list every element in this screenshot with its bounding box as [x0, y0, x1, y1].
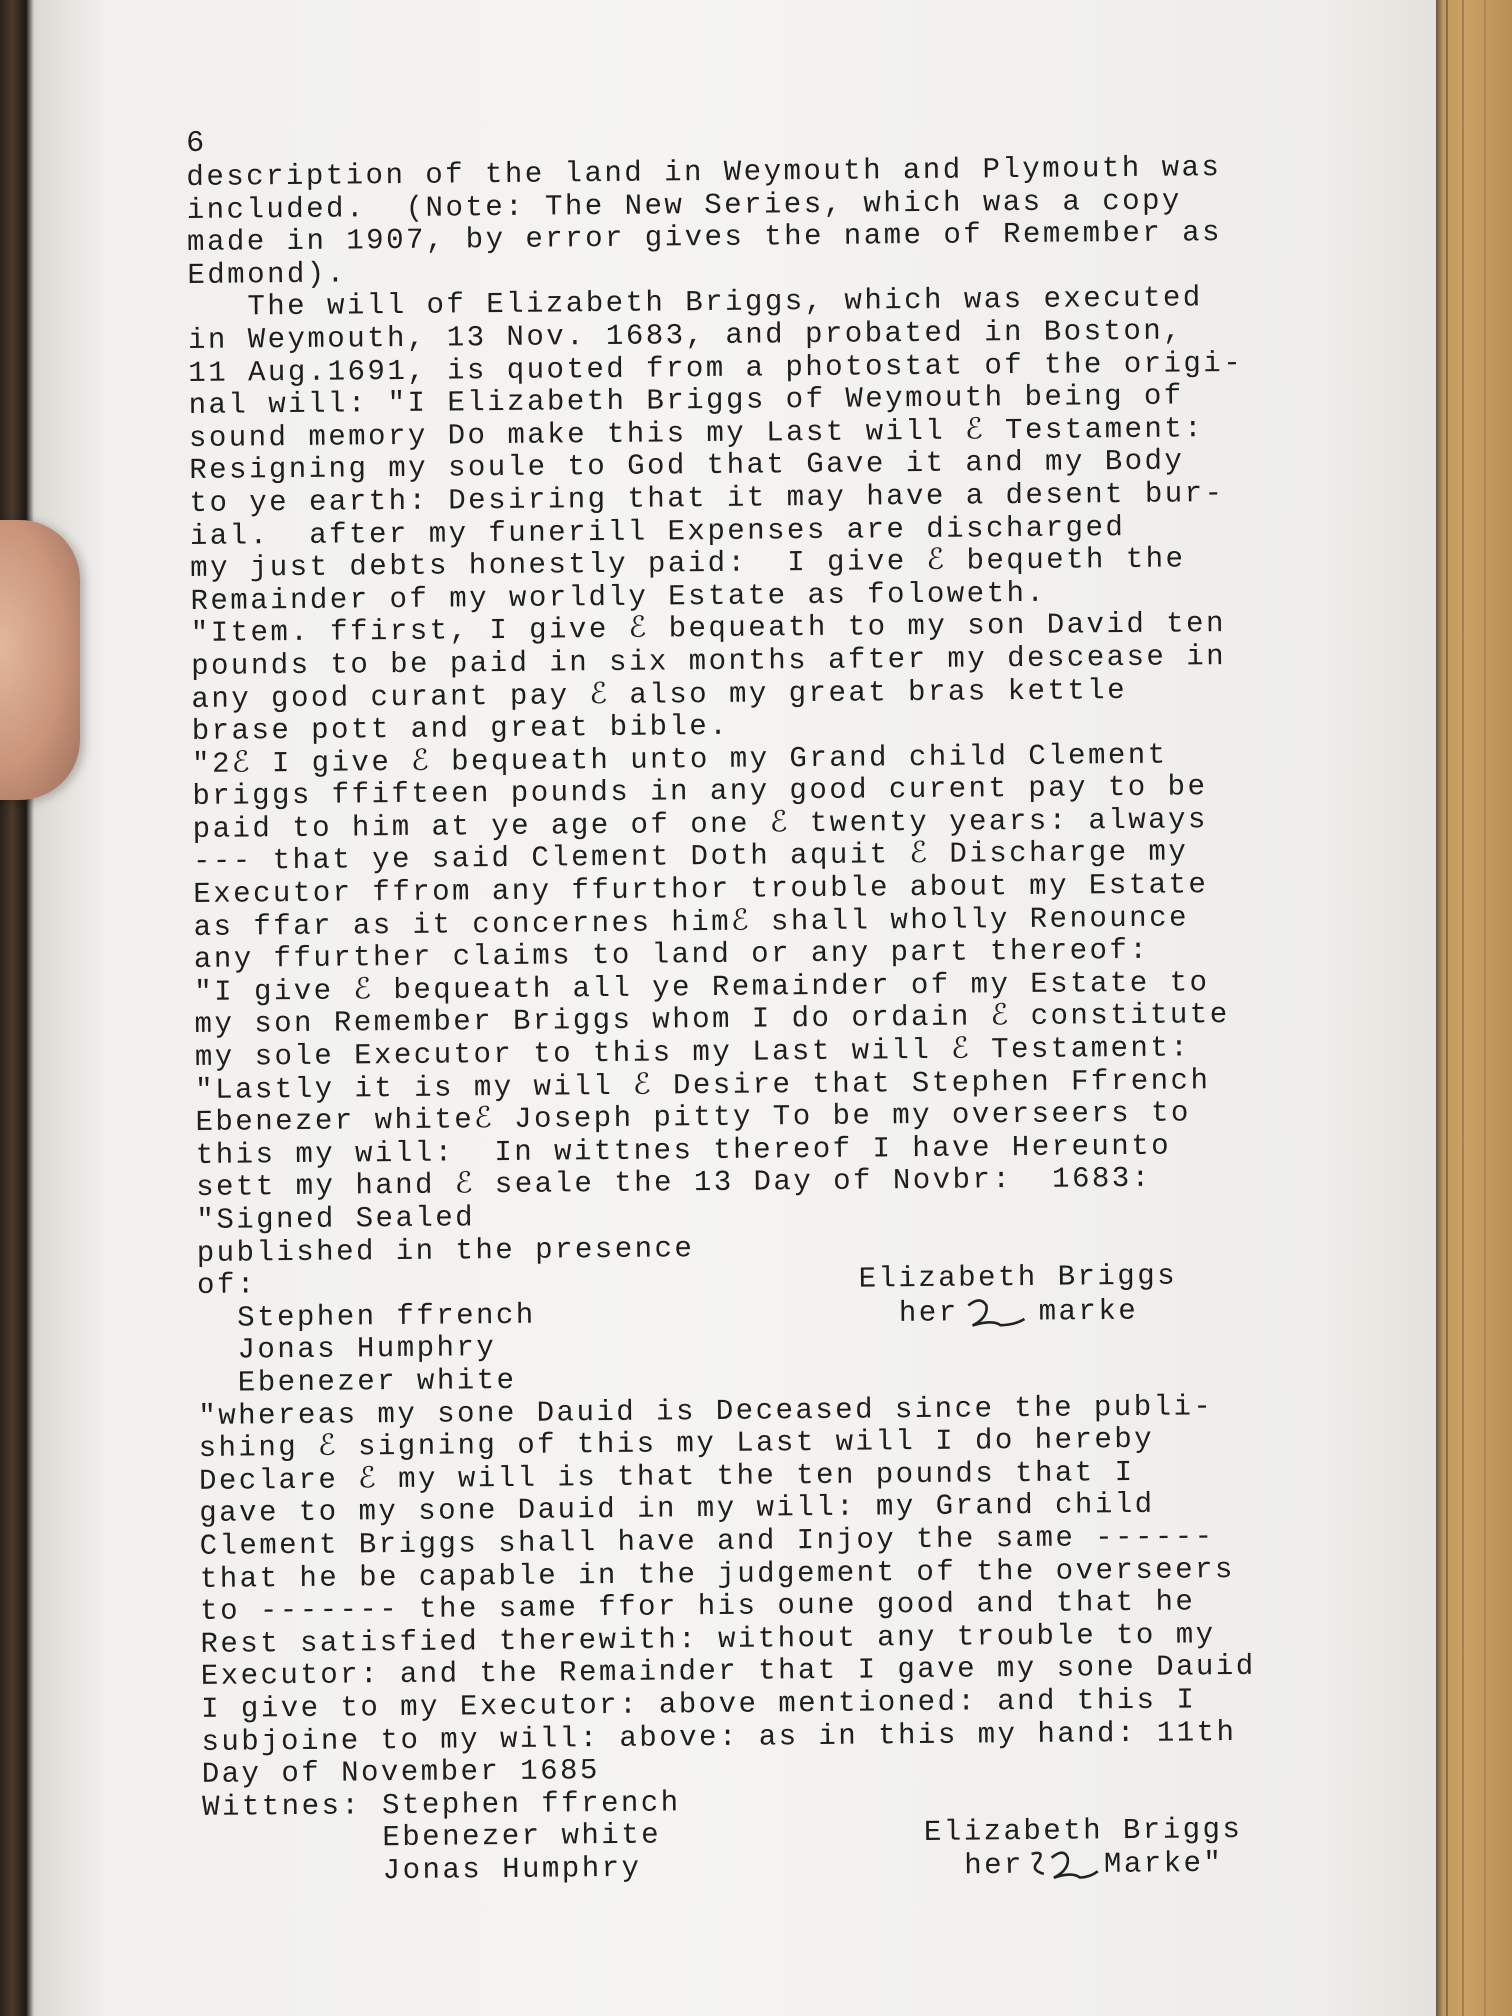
text-line: pounds to be paid in six months after my descease in: [191, 639, 1227, 683]
text-line: my sole Executor to this my Last will ℰ Testament:: [194, 1031, 1191, 1074]
text-line: made in 1907, by error gives the name of Remember as: [186, 216, 1223, 260]
text-line: "I give ℰ bequeath all ye Remainder of my Estate to: [194, 966, 1210, 1009]
signer-mark: [924, 1846, 1243, 1883]
text-line: Clement Briggs shall have and Injoy the same ------: [199, 1520, 1215, 1563]
text-line: this my will: In wittnes thereof I have Hereunto: [195, 1129, 1172, 1172]
text-line: sett my hand ℰ seale the 13 Day of Novbr: 1683:: [196, 1162, 1152, 1205]
text-line: subjoine to my will: above: as in this my hand: 11th: [201, 1715, 1237, 1759]
text-line: "Item. ffirst, I give ℰ bequeath to my son David ten: [190, 607, 1227, 651]
witness-list-1: [197, 1267, 537, 1401]
text-line: briggs ffifteen pounds in any good curent pay to be: [192, 770, 1208, 814]
text-line: as ffar as it concernes himℰ shall wholly Renounce: [193, 901, 1190, 944]
text-line: Executor: and the Remainder that I gave my sone Dauid: [200, 1650, 1256, 1694]
signature-block-2: [202, 1781, 1333, 1891]
her-label: her: [898, 1296, 959, 1330]
signer-name: Elizabeth Briggs: [923, 1812, 1243, 1849]
text-line: that he be capable in the judgement of the overseers: [199, 1552, 1235, 1596]
her-label: her: [964, 1848, 1025, 1883]
text-line: "Lastly it is my will ℰ Desire that Stephen Ffrench: [195, 1063, 1211, 1107]
text-line: nal will: "I Elizabeth Briggs of Weymouth being of: [188, 379, 1184, 423]
text-line: paid to him at ye age of one ℰ twenty years: always: [192, 803, 1209, 846]
signer-block-1: [858, 1261, 1178, 1394]
witness-name: Stephen ffrench: [197, 1298, 536, 1335]
text-line: brase pott and great bible.: [191, 709, 730, 749]
signer-block-2: [923, 1782, 1242, 1884]
text-line: "Signed Sealed: [196, 1201, 476, 1237]
handwritten-mark-icon: [959, 1295, 1039, 1330]
text-line: any good curant pay ℰ also my great bras kettle: [191, 673, 1128, 716]
text-line: "whereas my sone Dauid is Deceased since the publi-: [198, 1389, 1214, 1433]
text-line: 11 Aug.1691, is quoted from a photostat of the origi-: [188, 346, 1244, 390]
signer-name: Elizabeth Briggs: [858, 1259, 1178, 1296]
thumb: [0, 520, 80, 800]
text-line: I give to my Executor: above mentioned: and this I: [201, 1683, 1197, 1726]
typed-document: [186, 117, 1333, 1890]
text-line: in Weymouth, 13 Nov. 1683, and probated in Boston,: [187, 314, 1184, 357]
text-line: Edmond).: [187, 257, 347, 292]
text-line: "2ℰ I give ℰ bequeath unto my Grand child Clement: [191, 738, 1168, 781]
text-line: included. (Note: The New Series, which was a copy: [186, 184, 1183, 227]
text-line: Executor ffrom any ffurthor trouble about my Estate: [193, 868, 1209, 912]
page-number: 6: [185, 126, 206, 161]
text-line: The will of Elizabeth Briggs, which was executed: [187, 281, 1203, 325]
codicil-text: [198, 1390, 1332, 1792]
text-line: Declare ℰ my will is that the ten pounds that I: [198, 1455, 1135, 1498]
marke-label: marke: [1038, 1294, 1139, 1329]
witness-name: Jonas Humphry: [382, 1851, 642, 1888]
text-line: --- that ye said Clement Doth aquit ℰ Discharge my: [192, 835, 1189, 879]
signer-mark: [859, 1293, 1178, 1330]
witness-list-2: [202, 1787, 681, 1890]
witness-name: Stephen ffrench: [381, 1786, 681, 1822]
text-line: sound memory Do make this my Last will ℰ Testament:: [188, 411, 1205, 455]
text-line: Rest satisfied therewith: without any trouble to my: [200, 1617, 1216, 1661]
text-line: my just debts honestly paid: I give ℰ bequeth the: [190, 542, 1186, 586]
text-line: to ------- the same ffor his oune good and that he: [200, 1585, 1196, 1629]
text-line: my son Remember Briggs whom I do ordain ℰ constitute: [194, 998, 1230, 1042]
text-line: ial. after my funerill Expenses are discharged: [189, 510, 1126, 553]
text-line: any ffurther claims to land or any part thereof:: [193, 934, 1150, 977]
text-line: Day of November 1685: [201, 1754, 601, 1792]
text-line: Remainder of my worldly Estate as foloweth.: [190, 576, 1047, 618]
handwritten-mark-icon: [1024, 1848, 1104, 1883]
witness-name: Jonas Humphry: [197, 1331, 497, 1368]
text-line: Ebenezer whiteℰ Joseph pitty To be my overseers to: [195, 1096, 1191, 1140]
text-line: description of the land in Weymouth and Plymouth was: [186, 151, 1222, 194]
witness-name: Ebenezer white: [382, 1818, 662, 1855]
text-line: published in the presence: [196, 1231, 695, 1270]
of-label: of:: [196, 1268, 257, 1303]
book-page-edges: [1436, 0, 1512, 2016]
text-line: Resigning my soule to God that Gave it and my Body: [189, 444, 1185, 488]
will-text: [186, 151, 1327, 1270]
signature-block-1: [197, 1259, 1328, 1400]
witness-name: Ebenezer white: [197, 1363, 517, 1400]
text-line: gave to my sone Dauid in my will: my Grand child: [199, 1488, 1155, 1531]
text-line: shing ℰ signing of this my Last will I do hereby: [198, 1422, 1155, 1466]
text-line: to ye earth: Desiring that it may have a desent bur-: [189, 476, 1225, 520]
wittnes-label: Wittnes:: [201, 1789, 362, 1824]
marke-label: Marke": [1103, 1847, 1224, 1882]
